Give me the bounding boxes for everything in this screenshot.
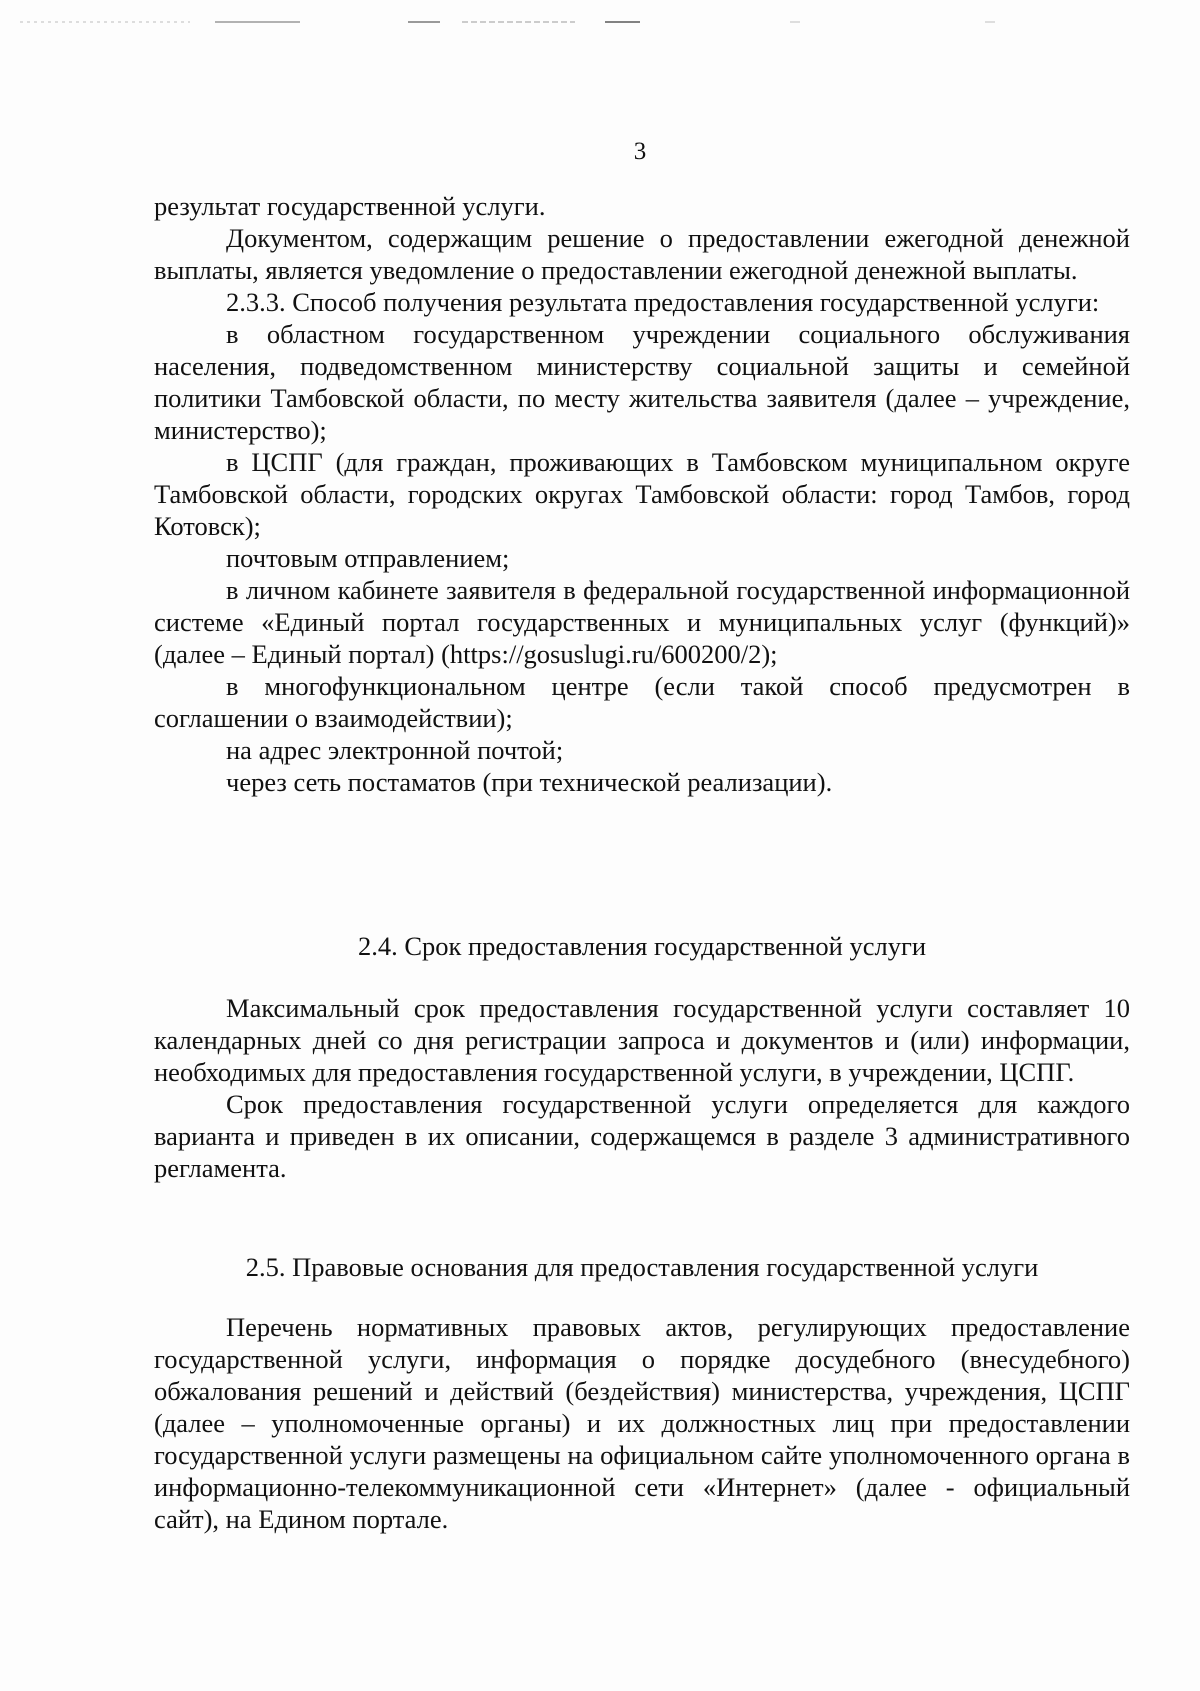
paragraph: в многофункциональном центре (если такой способ предусмотрен в соглашении о взаимодействии); [154, 671, 1130, 733]
paragraph: 2.3.3. Способ получения результата предоставления государственной услуги: [226, 287, 1100, 317]
paragraph: почтовым отправлением; [226, 543, 510, 573]
section-2-3-text [154, 190, 1130, 798]
paragraph: в ЦСПГ (для граждан, проживающих в Тамбовском муниципальном округе Тамбовской области, городских округах Тамбовской области: город Тамбов, город Котовск); [154, 447, 1130, 541]
scan-artifact-marks [0, 20, 1200, 24]
paragraph: Срок предоставления государственной услуги определяется для каждого варианта и приведен в их описании, содержащемся в разделе 3 административного регламента. [154, 1089, 1130, 1183]
section-2-5-text [154, 1311, 1130, 1535]
paragraph: в областном государственном учреждении социального обслуживания населения, подведомственном министерству социальной защиты и семейной политики Тамбовской области, по месту жительства заявителя (далее – учреждение, министерство); [154, 319, 1130, 445]
paragraph: Максимальный срок предоставления государственной услуги составляет 10 календарных дней со дня регистрации запроса и документов и (или) информации, необходимых для предоставления государственной услуги, в учреждении, ЦСПГ. [154, 993, 1130, 1087]
section-heading-2-5: 2.5. Правовые основания для предоставления государственной услуги [245, 1252, 1039, 1282]
section-heading-2-4: 2.4. Срок предоставления государственной услуги [357, 931, 927, 961]
paragraph: в личном кабинете заявителя в федеральной государственной информационной системе «Единый портал государственных и муниципальных услуг (функций)» (далее – Единый портал) (https://gosuslugi.ru/600200/2); [154, 575, 1130, 669]
page-number: 3 [633, 138, 647, 165]
paragraph: результат государственной услуги. [154, 191, 546, 221]
section-2-4-text [154, 992, 1130, 1184]
paragraph: Перечень нормативных правовых актов, регулирующих предоставление государственной услуги, информация о порядке досудебного (внесудебного) обжалования решений и действий (бездействия) министерства, учреждения, ЦСПГ (далее – уполномоченные органы) и их должностных лиц при предоставлении государственной услуги размещены на официальном сайте уполномоченного органа в информационно-телекоммуникационной сети «Интернет» (далее - официальный сайт), на Едином портале. [154, 1312, 1130, 1534]
paragraph: на адрес электронной почтой; [226, 735, 564, 765]
paragraph: через сеть постаматов (при технической реализации). [226, 767, 833, 797]
paragraph: Документом, содержащим решение о предоставлении ежегодной денежной выплаты, является уведомление о предоставлении ежегодной денежной выплаты. [154, 223, 1130, 285]
